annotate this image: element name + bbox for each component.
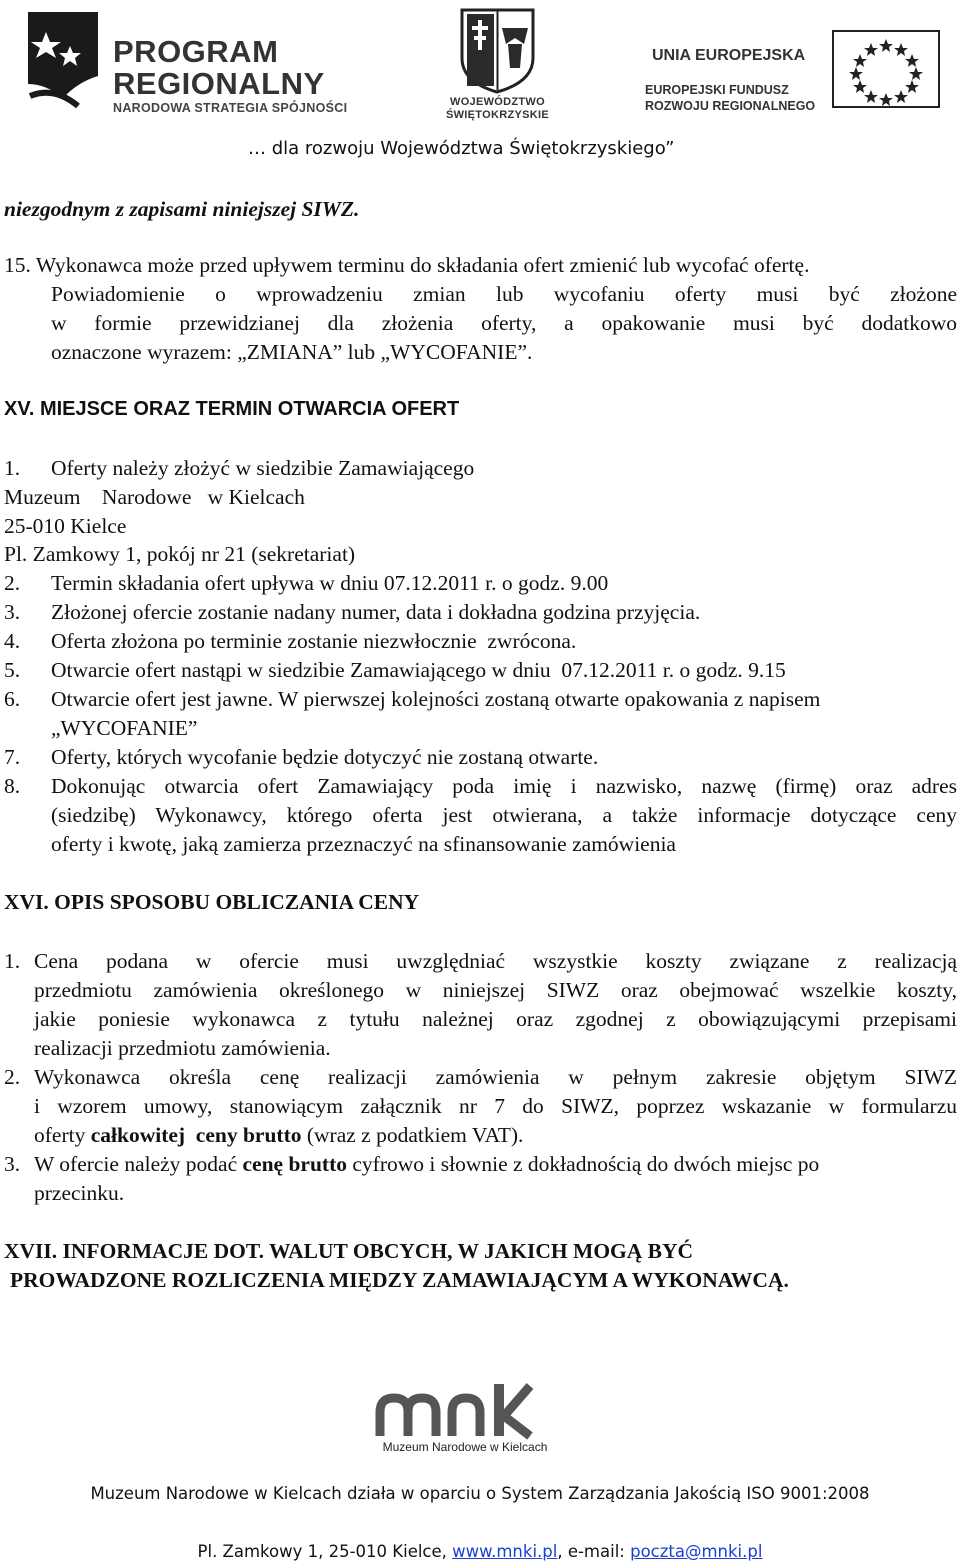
xv-item-5-number: 5. [4,658,21,682]
logo-text-swietokrzyskie: ŚWIĘTOKRZYSKIE [445,109,549,121]
xvi-item-1-number: 1. [4,949,21,973]
xv-item-5-text: Otwarcie ofert nastąpi w siedzibie Zamawiającego w dniu 07.12.2011 r. o godz. 9.15 [51,658,786,682]
email-link[interactable]: poczta@mnki.pl [630,1542,763,1561]
xv-item-2-number: 2. [4,571,21,595]
xvi-item-1-line1: Cena podana w ofercie musi uwzględniać wszystkie koszty związane z realizacją [34,949,957,973]
muzeum-narodowe-logo [360,1378,600,1458]
xvi-item-2-number: 2. [4,1065,21,1089]
xv-item-3-number: 3. [4,600,21,624]
xv-item-3-text: Złożonej ofercie zostanie nadany numer, data i dokładna godzina przyjęcia. [51,600,701,624]
xv-item-4-number: 4. [4,629,21,653]
xvi-item-2-line3-start: oferty [34,1123,91,1147]
logo-text-unia: UNIA EUROPEJSKA [652,47,806,64]
xvi-item-1-line2: przedmiotu zamówienia określonego w niniejszej SIWZ oraz obejmować wszelkie koszty, [34,978,957,1002]
logo-text-strategy: NARODOWA STRATEGIA SPÓJNOŚCI [113,101,348,115]
xv-item-4-text: Oferta złożona po terminie zostanie niezwłocznie zwrócona. [51,629,577,653]
coat-of-arms-icon [440,8,555,94]
xv-item-8-number: 8. [4,774,21,798]
xv-item-6-number: 6. [4,687,21,711]
xvi-item-2-line1: Wykonawca określa cenę realizacji zamówienia w pełnym zakresie objętym SIWZ [34,1065,957,1089]
address-line-1: Muzeum Narodowe w Kielcach [4,485,305,509]
xvi-item-3-line1 [34,1150,819,1179]
xvi-item-1-line4: realizacji przedmiotu zamówienia. [34,1036,331,1060]
intro-line: niezgodnym z zapisami niniejszej SIWZ. [4,197,360,221]
program-regionalny-emblem-icon [18,6,108,118]
museum-logo-caption: Muzeum Narodowe w Kielcach [382,1440,548,1454]
p15-line2: Powiadomienie o wprowadzeniu zmian lub wycofaniu oferty musi być złożone [51,282,957,306]
footer-address: Pl. Zamkowy 1, 25-010 Kielce, [197,1542,453,1561]
xvi-item-3-line2: przecinku. [34,1181,125,1205]
p15-line3: w formie przewidzianej dla złożenia oferty, a opakowanie musi być dodatkowo [51,311,957,335]
xv-item-6-line1: Otwarcie ofert jest jawne. W pierwszej kolejności zostaną otwarte opakowania z napisem [51,687,821,711]
xvi-item-2-line3 [34,1121,523,1150]
address-line-3: Pl. Zamkowy 1, pokój nr 21 (sekretariat) [4,542,356,566]
xvi-item-3-line1-end: cyfrowo i słownie z dokładnością do dwóch miejsc po [347,1152,820,1176]
xvi-item-2-line2: i wzorem umowy, stanowiącym załącznik nr 7 do SIWZ, poprzez wskazanie w formularzu [34,1094,957,1118]
section-xvi-heading: XVI. OPIS SPOSOBU OBLICZANIA CENY [4,890,420,914]
footer-address-line [0,1542,960,1561]
xvi-item-3-number: 3. [4,1152,21,1176]
xv-item-8-line3: oferty i kwotę, jaką zamierza przeznaczyć na sfinansowanie zamówienia [51,832,676,856]
p15-line4: oznaczone wyrazem: „ZMIANA” lub „WYCOFANIE”. [51,340,533,364]
xv-item-8-line1: Dokonując otwarcia ofert Zamawiający poda imię i nazwisko, nazwę (firmę) oraz adres [51,774,957,798]
logo-text-regionalny: REGIONALNY [113,66,325,101]
gross-price-emphasis: cenę brutto [242,1152,348,1176]
xvi-item-1-line3: jakie poniesie wykonawca z tytułu należnej oraz zgodnej z obowiązującymi przepisami [34,1007,957,1031]
logo-text-program: PROGRAM [113,34,279,69]
footer-email-label: , e-mail: [557,1542,631,1561]
unia-europejska-logo [640,30,940,125]
header-tagline: … dla rozwoju Województwa Świętokrzyskiego” [248,138,675,159]
section-xvii-heading-line1: XVII. INFORMACJE DOT. WALUT OBCYCH, W JAKICH MOGĄ BYĆ [4,1239,694,1263]
website-link[interactable]: www.mnki.pl [452,1542,558,1561]
eu-flag-icon [832,30,940,108]
logo-text-wojewodztwo: WOJEWÓDZTWO [450,96,545,108]
section-xvii-heading-line2: PROWADZONE ROZLICZENIA MIĘDZY ZAMAWIAJĄCYM A WYKONAWCĄ. [10,1268,789,1292]
xv-item-8-line2: (siedzibę) Wykonawcy, którego oferta jest otwierana, a także informacje dotyczące ceny [51,803,957,827]
xvi-item-2-line3-end: (wraz z podatkiem VAT). [301,1123,524,1147]
xv-item-1-text: Oferty należy złożyć w siedzibie Zamawiającego [51,456,475,480]
logo-text-rozwoju: ROZWOJU REGIONALNEGO [645,99,816,113]
wojewodztwo-swietokrzyskie-logo [440,8,555,121]
xvi-item-3-line1-start: W ofercie należy podać [34,1152,243,1176]
total-gross-price-emphasis: całkowitej ceny brutto [90,1123,302,1147]
address-line-2: 25-010 Kielce [4,514,127,538]
section-xv-heading: XV. MIEJSCE ORAZ TERMIN OTWARCIA OFERT [4,398,460,420]
mnk-monogram-icon [370,1378,570,1440]
logo-text-fundusz: EUROPEJSKI FUNDUSZ [645,83,789,97]
xv-item-6-line2: „WYCOFANIE” [51,716,198,740]
footer-iso-line: Muzeum Narodowe w Kielcach działa w oparciu o System Zarządzania Jakością ISO 9001:2008 [90,1484,870,1503]
p15-line1: 15. Wykonawca może przed upływem terminu do składania ofert zmienić lub wycofać ofertę. [4,253,810,277]
xv-item-7-number: 7. [4,745,21,769]
xv-item-1-number: 1. [4,456,21,480]
xv-item-7-text: Oferty, których wycofanie będzie dotyczyć nie zostaną otwarte. [51,745,599,769]
program-regionalny-logo [18,6,388,118]
xv-item-2-text: Termin składania ofert upływa w dniu 07.12.2011 r. o godz. 9.00 [51,571,609,595]
